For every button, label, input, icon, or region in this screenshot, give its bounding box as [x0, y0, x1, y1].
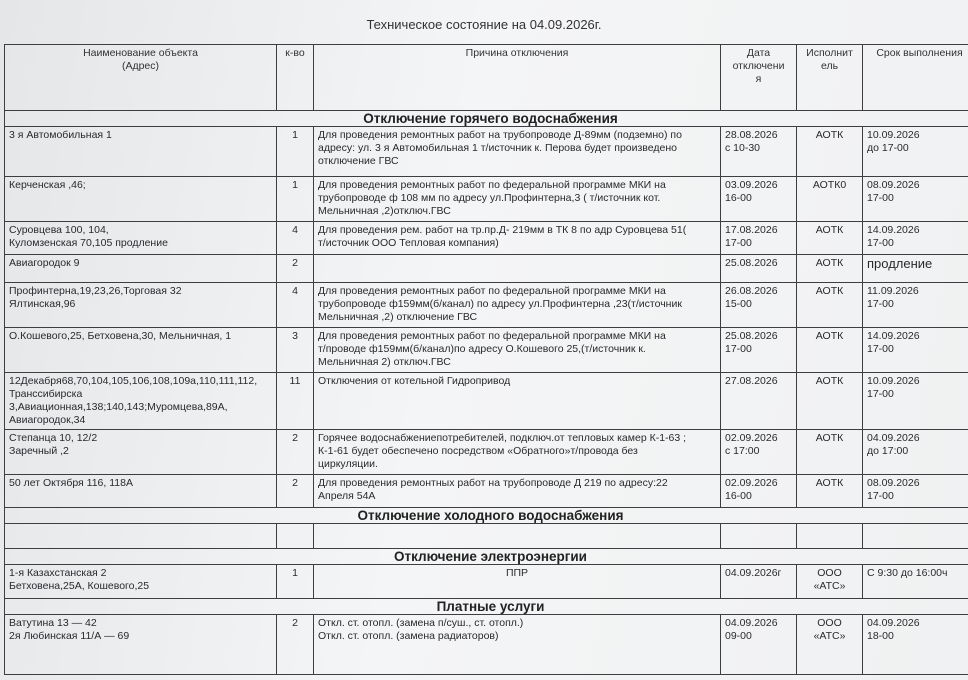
deadline-cell-line: 04.09.2026	[867, 432, 920, 444]
deadline-cell	[863, 565, 968, 599]
deadline-cell-line: 17-00	[867, 490, 894, 502]
address-cell-line: Суровцева 100, 104,	[9, 224, 109, 236]
deadline-cell-line: 04.09.2026	[867, 617, 920, 629]
executor-cell-line: ООО	[817, 617, 842, 629]
deadline-cell	[863, 373, 968, 430]
reason-cell-line: трубопроводе ф 108 мм по адресу ул.Профинтерна,3 ( т/источник кот.	[318, 192, 661, 204]
qty-cell-line: 2	[292, 257, 298, 269]
date-cell	[721, 373, 797, 430]
executor-cell-line: АОТК0	[812, 179, 847, 191]
table-row	[5, 565, 968, 599]
address-cell	[5, 222, 277, 255]
address-cell	[5, 430, 277, 475]
date-cell	[721, 222, 797, 255]
date-cell-line: 04.09.2026	[725, 617, 778, 629]
section-title: Платные услуги	[5, 599, 968, 615]
reason-cell-line: Для проведения ремонтных работ по федеральной программе МКИ на	[318, 330, 666, 342]
date-cell-line: 02.09.2026	[725, 432, 778, 444]
address-cell	[5, 127, 277, 177]
address-cell	[5, 283, 277, 328]
address-cell-line: Профинтерна,19,23,26,Торговая 32	[9, 285, 182, 297]
address-cell-line: 1-я Казахстанская 2	[9, 567, 107, 579]
reason-cell-line: трубопроводе ф159мм(б/канал) по адресу ул.Профинтерна ,23(т/источник	[318, 298, 682, 310]
table-row	[5, 255, 968, 283]
executor-cell-line: АОТК	[815, 432, 844, 444]
qty-cell	[277, 328, 314, 373]
date-cell-line: 16-00	[725, 192, 752, 204]
qty-cell	[277, 177, 314, 222]
qty-cell-line: 4	[292, 224, 298, 236]
executor-cell	[797, 127, 863, 177]
reason-cell-line: Откл. ст. отопл. (замена радиаторов)	[318, 630, 499, 642]
column-header-reason: Причина отключения	[314, 45, 721, 111]
table-header-row	[5, 45, 968, 111]
empty-cell	[314, 524, 721, 549]
deadline-cell-line: 17-00	[867, 343, 894, 355]
executor-cell	[797, 373, 863, 430]
address-cell-line: О.Кошевого,25, Бетховена,30, Мельничная, 1	[9, 330, 232, 342]
deadline-cell	[863, 222, 968, 255]
section-hot-water	[5, 111, 968, 127]
date-cell-line: 03.09.2026	[725, 179, 778, 191]
date-cell-line: 17-00	[725, 343, 752, 355]
date-cell-line: 16-00	[725, 490, 752, 502]
qty-cell-line: 1	[292, 567, 298, 579]
address-cell	[5, 328, 277, 373]
deadline-cell-line: 08.09.2026	[867, 477, 920, 489]
reason-cell-line: Горячее водоснабжениепотребителей, подключ.от тепловых камер К-1-63 ;	[318, 432, 687, 444]
column-header-name: Наименование объекта (Адрес)	[5, 45, 277, 111]
section-paid	[5, 599, 968, 615]
section-title: Отключение электроэнергии	[5, 549, 968, 565]
reason-cell-line: К-1-61 будет обеспечено посредством «Обратного»т/провода без	[318, 445, 638, 457]
deadline-cell	[863, 255, 968, 283]
table-row	[5, 615, 968, 675]
qty-cell	[277, 373, 314, 430]
date-cell-line: 04.09.2026г	[725, 567, 782, 579]
deadline-cell-line: до 17-00	[867, 142, 909, 154]
executor-cell-line: АОТК	[815, 285, 844, 297]
address-cell-line: Керченская ,46;	[9, 179, 86, 191]
reason-cell-line: Мельничная 2) отключ.ГВС	[318, 356, 451, 368]
address-cell-line: Авиагородок 9	[9, 257, 80, 269]
address-cell-line: Ялтинская,96	[9, 298, 76, 310]
reason-cell	[314, 283, 721, 328]
date-cell	[721, 255, 797, 283]
executor-cell-line: АОТК	[815, 224, 844, 236]
executor-cell-line: «АТС»	[813, 580, 846, 592]
executor-cell	[797, 328, 863, 373]
executor-cell	[797, 615, 863, 675]
address-cell-line: 3,Авиационная,138;140,143;Муромцева,89А,	[9, 401, 228, 413]
qty-cell	[277, 430, 314, 475]
qty-cell	[277, 283, 314, 328]
deadline-cell-line: 17-00	[867, 237, 894, 249]
reason-cell-line: Для проведения ремонтных работ по федеральной программе МКИ на	[318, 179, 666, 191]
column-header-date: Дата отключени я	[721, 45, 797, 111]
deadline-cell-line: 08.09.2026	[867, 179, 920, 191]
address-cell-line: Куломзенская 70,105 продление	[9, 237, 168, 249]
qty-cell	[277, 222, 314, 255]
table-row	[5, 127, 968, 177]
date-cell-line: 28.08.2026	[725, 129, 778, 141]
reason-cell-line: ППР	[505, 567, 529, 579]
reason-cell	[314, 475, 721, 508]
qty-cell-line: 3	[292, 330, 298, 342]
empty-cell	[863, 524, 968, 549]
date-cell-line: с 17:00	[725, 445, 760, 457]
section-electricity	[5, 549, 968, 565]
deadline-cell-line: 14.09.2026	[867, 224, 920, 236]
table-row	[5, 430, 968, 475]
deadline-cell-line: 14.09.2026	[867, 330, 920, 342]
deadline-cell-line: 17-00	[867, 298, 894, 310]
reason-cell	[314, 615, 721, 675]
date-cell	[721, 430, 797, 475]
address-cell-line: 50 лет Октября 116, 118А	[9, 477, 133, 489]
date-cell-line: 02.09.2026	[725, 477, 778, 489]
date-cell-line: 09-00	[725, 630, 752, 642]
reason-cell-line: отключение ГВС	[318, 155, 399, 167]
reason-cell-line: Откл. ст. отопл. (замена п/суш., ст. отопл.)	[318, 617, 524, 629]
reason-cell-line: Апреля 54А	[318, 490, 376, 502]
address-cell-line: Бетховена,25А, Кошевого,25	[9, 580, 150, 592]
address-cell-line: Заречный ,2	[9, 445, 69, 457]
empty-cell	[277, 524, 314, 549]
deadline-cell-line: 11.09.2026	[867, 285, 919, 297]
column-header-executor: Исполнит ель	[797, 45, 863, 111]
date-cell-line: с 10-30	[725, 142, 761, 154]
qty-cell	[277, 255, 314, 283]
address-cell-line: Ватутина 13 — 42	[9, 617, 97, 629]
date-cell	[721, 283, 797, 328]
deadline-cell-line: 10.09.2026	[867, 375, 920, 387]
table-row	[5, 283, 968, 328]
reason-cell-line: Отключения от котельной Гидропривод	[318, 375, 511, 387]
executor-cell-line: АОТК	[815, 257, 844, 269]
empty-cell	[721, 524, 797, 549]
date-cell-line: 25.08.2026	[725, 257, 778, 269]
address-cell-line: Авиагородок,34	[9, 414, 86, 426]
reason-cell-line: Для проведения рем. работ на тр.пр.Д- 219мм в ТК 8 по адр Суровцева 51(	[318, 224, 687, 236]
section-title: Отключение холодного водоснабжения	[5, 508, 968, 524]
executor-cell	[797, 222, 863, 255]
column-header-deadline: Срок выполнения	[863, 45, 968, 111]
deadline-cell-line: 17-00	[867, 388, 894, 400]
empty-row	[5, 524, 968, 549]
status-table	[4, 44, 968, 675]
qty-cell-line: 11	[289, 375, 301, 387]
reason-cell-line: т/проводе ф159мм(б/канал)по адресу О.Кошевого 25,(т/источник к.	[318, 343, 646, 355]
deadline-cell-line: продление	[867, 256, 933, 271]
date-cell	[721, 127, 797, 177]
deadline-cell-line: С 9:30 до 16:00ч	[867, 567, 948, 579]
reason-cell	[314, 565, 721, 599]
deadline-cell	[863, 328, 968, 373]
empty-cell	[797, 524, 863, 549]
address-cell-line: 2я Любинская 11/А — 69	[9, 630, 130, 642]
qty-cell	[277, 127, 314, 177]
address-cell-line: Степанца 10, 12/2	[9, 432, 98, 444]
date-cell-line: 15-00	[725, 298, 752, 310]
executor-cell	[797, 177, 863, 222]
date-cell	[721, 475, 797, 508]
address-cell	[5, 475, 277, 508]
reason-cell-line: Для проведения ремонтных работ на трубопроводе Д-89мм (подземно) по	[318, 129, 682, 141]
executor-cell-line: АОТК	[815, 477, 844, 489]
section-title: Отключение горячего водоснабжения	[5, 111, 968, 127]
table-row	[5, 177, 968, 222]
executor-cell	[797, 565, 863, 599]
date-cell	[721, 177, 797, 222]
deadline-cell	[863, 475, 968, 508]
date-cell-line: 26.08.2026	[725, 285, 778, 297]
executor-cell-line: АОТК	[815, 330, 844, 342]
executor-cell-line: ООО	[817, 567, 842, 579]
reason-cell-line: Для проведения ремонтных работ по федеральной программе МКИ на	[318, 285, 666, 297]
executor-cell	[797, 283, 863, 328]
qty-cell	[277, 475, 314, 508]
executor-cell-line: АОТК	[815, 129, 844, 141]
address-cell	[5, 177, 277, 222]
qty-cell-line: 2	[292, 617, 298, 629]
table-row	[5, 328, 968, 373]
reason-cell-line: т/источник ООО Тепловая компания)	[318, 237, 499, 249]
address-cell	[5, 255, 277, 283]
column-header-qty: к-во	[277, 45, 314, 111]
address-cell-line: Транссибирска	[9, 388, 83, 400]
date-cell-line: 17-00	[725, 237, 752, 249]
address-cell-line: 3 я Автомобильная 1	[9, 129, 112, 141]
deadline-cell-line: 17-00	[867, 192, 894, 204]
deadline-cell	[863, 283, 968, 328]
date-cell	[721, 565, 797, 599]
qty-cell-line: 4	[292, 285, 298, 297]
document-title: Техническое состояние на 04.09.2026г.	[366, 17, 602, 32]
table-row	[5, 222, 968, 255]
address-cell	[5, 615, 277, 675]
section-cold-water	[5, 508, 968, 524]
qty-cell-line: 1	[292, 129, 298, 141]
executor-cell-line: «АТС»	[813, 630, 846, 642]
deadline-cell-line: 10.09.2026	[867, 129, 920, 141]
reason-cell	[314, 177, 721, 222]
executor-cell-line: АОТК	[815, 375, 844, 387]
qty-cell	[277, 565, 314, 599]
date-cell-line: 17.08.2026	[725, 224, 778, 236]
deadline-cell	[863, 430, 968, 475]
date-cell-line: 25.08.2026	[725, 330, 778, 342]
reason-cell	[314, 328, 721, 373]
reason-cell	[314, 373, 721, 430]
executor-cell	[797, 475, 863, 508]
reason-cell-line: адресу: ул. 3 я Автомобильная 1 т/источник к. Перова будет произведено	[318, 142, 677, 154]
date-cell	[721, 328, 797, 373]
reason-cell	[314, 430, 721, 475]
address-cell	[5, 565, 277, 599]
deadline-cell	[863, 177, 968, 222]
deadline-cell	[863, 127, 968, 177]
address-cell-line: 12Декабря68,70,104,105,106,108,109а,110,111,112,	[9, 375, 258, 387]
executor-cell	[797, 430, 863, 475]
deadline-cell-line: до 17:00	[867, 445, 909, 457]
reason-cell-line: Мельничная ,2)отключ.ГВС	[318, 205, 451, 217]
date-cell	[721, 615, 797, 675]
deadline-cell	[863, 615, 968, 675]
deadline-cell-line: 18-00	[867, 630, 894, 642]
table-row	[5, 373, 968, 430]
reason-cell-line: циркуляции.	[318, 458, 378, 470]
empty-cell	[5, 524, 277, 549]
address-cell	[5, 373, 277, 430]
reason-cell-line: Мельничная ,2) отключение ГВС	[318, 311, 478, 323]
qty-cell-line: 2	[292, 432, 298, 444]
reason-cell-line: Для проведения ремонтных работ на трубопроводе Д 219 по адресу:22	[318, 477, 668, 489]
date-cell-line: 27.08.2026	[725, 375, 778, 387]
qty-cell-line: 2	[292, 477, 298, 489]
qty-cell	[277, 615, 314, 675]
reason-cell	[314, 255, 721, 283]
qty-cell-line: 1	[292, 179, 298, 191]
table-row	[5, 475, 968, 508]
reason-cell	[314, 127, 721, 177]
reason-cell	[314, 222, 721, 255]
executor-cell	[797, 255, 863, 283]
